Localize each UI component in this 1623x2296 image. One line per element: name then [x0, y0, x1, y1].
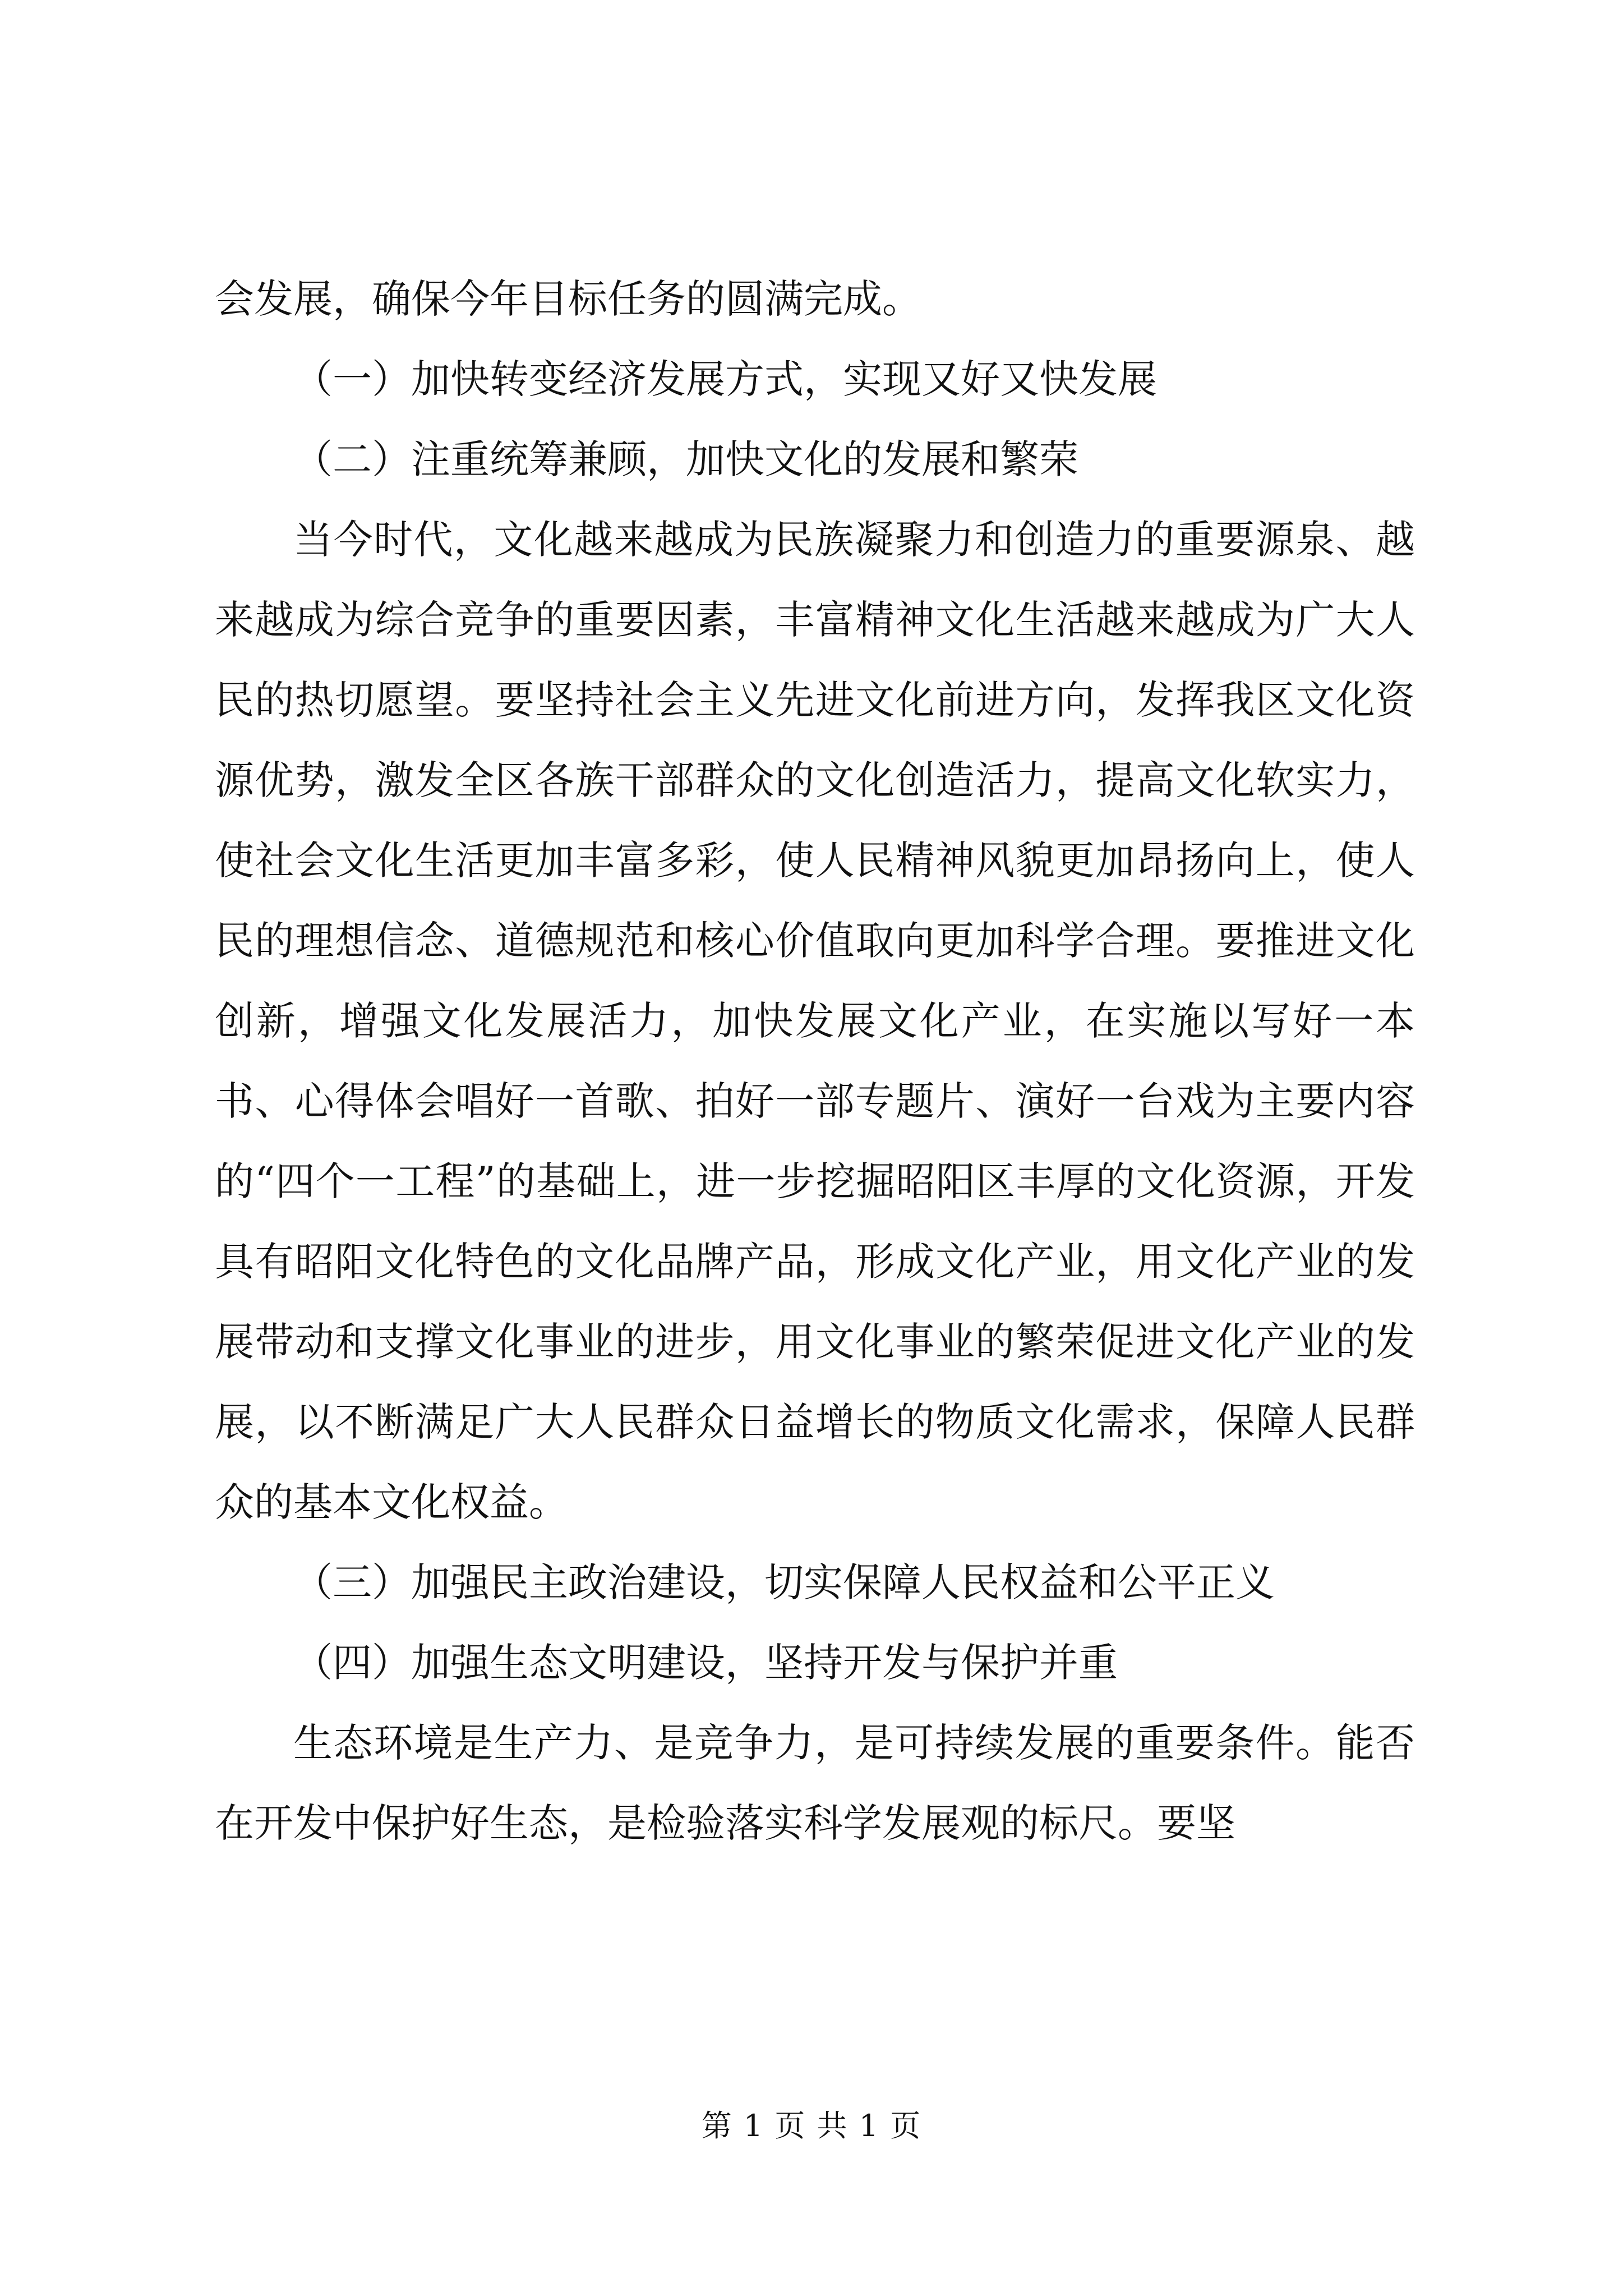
paragraph-culture: 当今时代，文化越来越成为民族凝聚力和创造力的重要源泉、越来越成为综合竞争的重要因素，丰富精神文化生活越来越成为广大人民的热切愿望。要坚持社会主义先进文化前进方向，发挥我区文化资源优势，激发全区各族干部群众的文化创造活力，提高文化软实力，使社会文化生活更加丰富多彩，使人民精神风貌更加昂扬向上，使人民的理想信念、道德规范和核心价值取向更加科学合理。要推进文化创新，增强文化发展活力，加快发展文化产业，在实施以写好一本书、心得体会唱好一首歌、拍好一部专题片、演好一台戏为主要内容的“四个一工程”的基础上，进一步挖掘昭阳区丰厚的文化资源，开发具有昭阳文化特色的文化品牌产品，形成文化产业，用文化产业的发展带动和支撑文化事业的进步，用文化事业的繁荣促进文化产业的发展，以不断满足广大人民群众日益增长的物质文化需求，保障人民群众的基本文化权益。: [215, 517, 1415, 1525]
section-heading-1: （一）加快转变经济发展方式，实现又好又快发展: [293, 356, 1157, 402]
document-body: [215, 259, 1415, 1864]
section-heading-3: （三）加强民主政治建设，切实保障人民权益和公平正义: [293, 1559, 1275, 1605]
page-footer: 第 1 页 共 1 页: [701, 2108, 922, 2143]
paragraph-continuation: 会发展，确保今年目标任务的圆满完成。: [215, 276, 921, 322]
section-heading-4: （四）加强生态文明建设，坚持开发与保护并重: [293, 1640, 1118, 1686]
paragraph-ecology: 生态环境是生产力、是竞争力，是可持续发展的重要条件。能否在开发中保护好生态，是检验落实科学发展观的标尺。要坚: [215, 1720, 1415, 1846]
section-heading-2: （二）注重统筹兼顾，加快文化的发展和繁荣: [293, 436, 1078, 482]
